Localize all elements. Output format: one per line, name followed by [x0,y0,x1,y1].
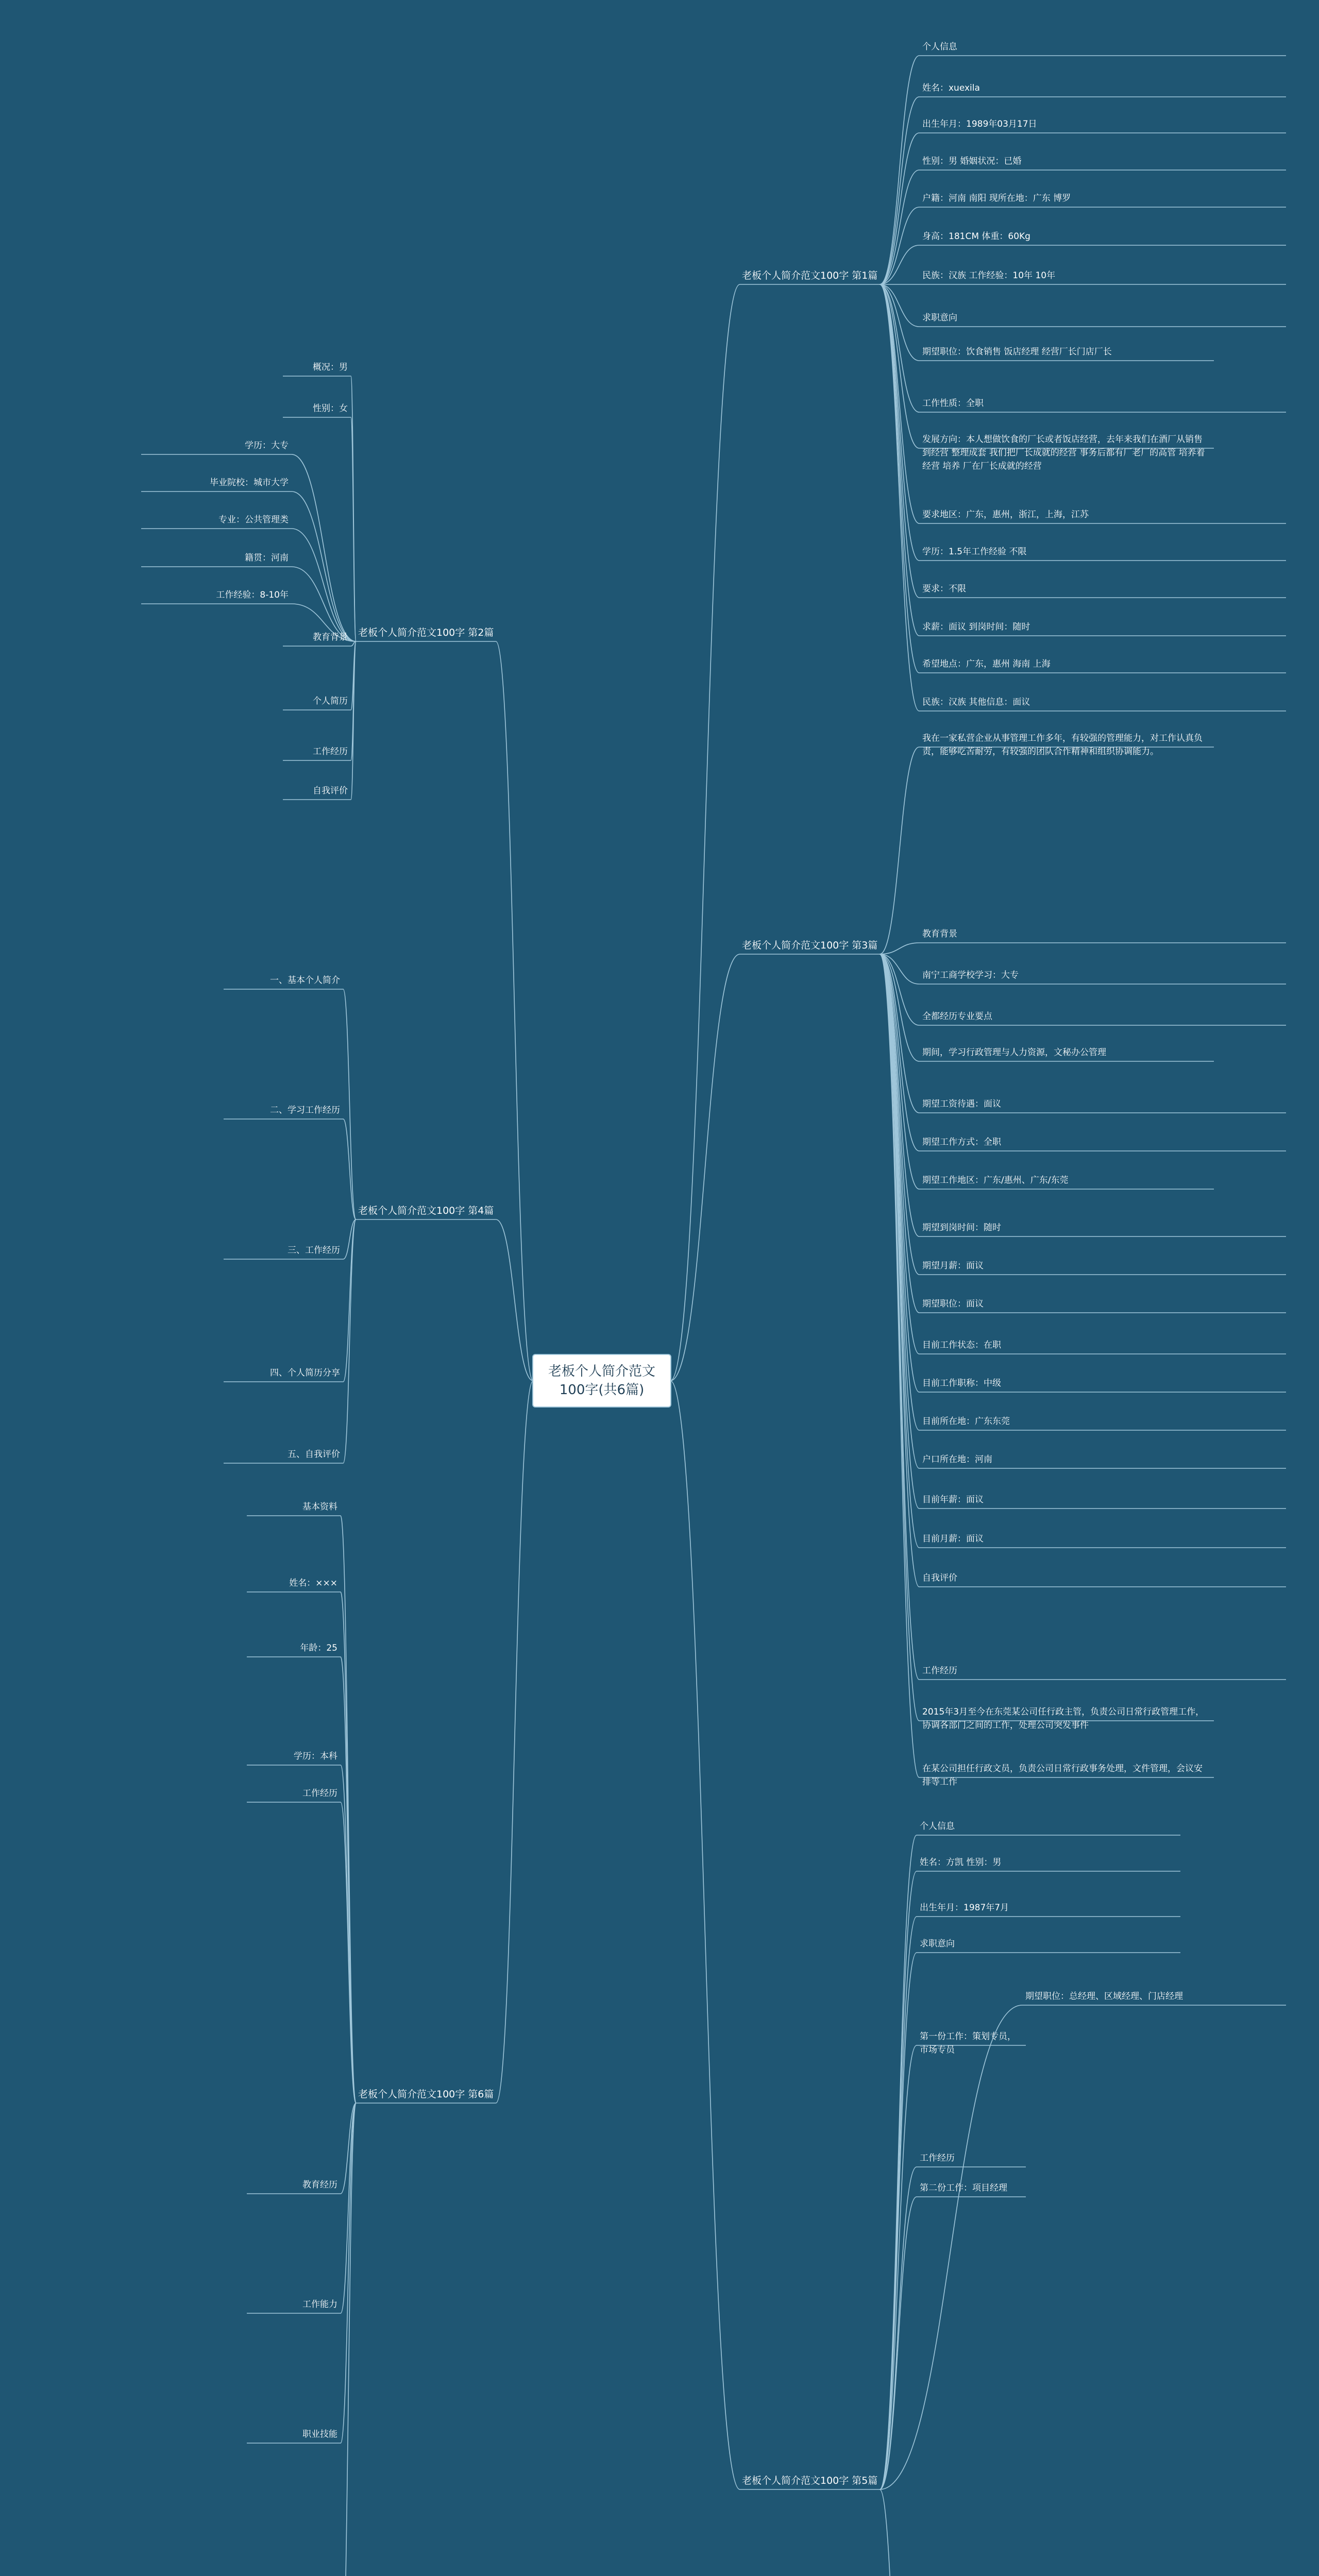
connector-line [343,989,356,1219]
branch-child[interactable]: 2015年3月至今在东莞某公司任行政主管，负责公司日常行政管理工作，协调各部门之间的工作，处理公司突发事件 [922,1707,1205,1731]
connector-line [670,284,740,1381]
branch-title[interactable]: 老板个人简介范文100字 第1篇 [742,270,878,281]
branch-child[interactable]: 籍贯：河南 [245,553,289,563]
branch-title[interactable]: 老板个人简介范文100字 第6篇 [358,2089,494,2100]
connector-line [341,2103,356,2576]
connector-line [292,454,356,641]
branch-child[interactable]: 期间，学习行政管理与人力资源，文秘办公管理 [922,1047,1106,1058]
root-topic[interactable]: 老板个人简介范文100字(共6篇) [533,1355,670,1406]
branch-child[interactable]: 目前工作职称：中级 [922,1378,1001,1388]
branch-child[interactable]: 期望职位：饮食销售 饭店经理 经营厂长门店厂长 [922,347,1112,357]
connector-line [880,1871,917,2489]
branch-child[interactable]: 期望工作地区：广东/惠州、广东/东莞 [922,1175,1069,1185]
branch-child[interactable]: 要求：不限 [922,584,966,594]
connector-line [880,2489,917,2576]
branch-child[interactable]: 工作性质：全职 [922,398,984,409]
branch-child[interactable]: 职业技能 [302,2429,337,2439]
branch-child[interactable]: 年龄：25 [300,1643,337,1653]
branch-child[interactable]: 性别：女 [313,403,348,414]
connector-line [670,954,740,1381]
branch-child[interactable]: 个人简历 [313,696,348,706]
branch-child[interactable]: 姓名：××× [289,1578,337,1588]
branch-child[interactable]: 在某公司担任行政文员，负责公司日常行政事务处理，文件管理，会议安排等工作 [922,1764,1203,1787]
branch-child[interactable]: 第一份工作：策划专员，市场专员 [920,2031,1016,2055]
branch-child[interactable]: 三、工作经历 [288,1245,340,1256]
branch-child[interactable]: 出生年月：1987年7月 [920,1903,1009,1913]
branch-child[interactable]: 工作经历 [922,1666,957,1676]
branch-child[interactable]: 第二份工作：项目经理 [920,2183,1007,2193]
branch-child[interactable]: 个人信息 [922,42,957,52]
connector-line [343,1219,356,1463]
branch-child[interactable]: 期望工作方式：全职 [922,1137,1001,1147]
branch-title[interactable]: 老板个人简介范文100字 第3篇 [742,940,878,951]
branch-child[interactable]: 身高：181CM 体重：60Kg [922,231,1030,242]
connector-line [880,2045,917,2489]
branch-child[interactable]: 目前月薪：面议 [922,1534,984,1544]
branch-child[interactable]: 专业：公共管理类 [218,515,289,525]
branch-child[interactable]: 求职意向 [922,313,957,323]
connector-line [880,1953,917,2489]
branch-child[interactable]: 五、自我评价 [288,1449,340,1460]
branch-title[interactable]: 老板个人简介范文100字 第2篇 [358,627,494,638]
connector-line [292,492,356,641]
branch-child[interactable]: 自我评价 [313,786,348,796]
connector-line [880,954,919,1354]
branch-child[interactable]: 概况：男 [313,362,348,372]
branch-child[interactable]: 教育背景 [922,929,957,939]
branch-child[interactable]: 工作经验：8-10年 [216,590,289,600]
connector-line [880,943,919,954]
connector-line [880,284,919,673]
branch-child[interactable]: 学历：1.5年工作经验 不限 [922,547,1027,557]
connector-line [880,954,919,1509]
connector-line [496,641,533,1381]
connector-line [351,417,356,641]
branch-child[interactable]: 一、基本个人简介 [270,975,340,986]
branch-title[interactable]: 老板个人简介范文100字 第5篇 [742,2475,878,2486]
branch-child[interactable]: 期望职位：面议 [922,1299,984,1309]
connector-line [880,1835,917,2489]
connector-line [496,1381,533,2103]
branch-child[interactable]: 二、学习工作经历 [270,1105,340,1115]
branch-child[interactable]: 出生年月：1989年03月17日 [922,119,1037,129]
connector-line [880,97,919,284]
connector-line [880,1917,917,2489]
connector-line [880,747,919,954]
branch-child[interactable]: 教育经历 [302,2180,337,2190]
connector-line [343,1119,356,1219]
branch-child[interactable]: 期望到岗时间：随时 [922,1223,1001,1233]
branch-child[interactable]: 户口所在地：河南 [922,1454,992,1465]
connector-line [351,641,356,800]
branch-child[interactable]: 南宁工商学校学习：大专 [922,970,1019,980]
connector-line [670,1381,740,2489]
branch-child[interactable]: 要求地区：广东，惠州，浙江，上海，江苏 [922,510,1089,520]
branch-child[interactable]: 发展方向：本人想做饮食的厂长或者饭店经营，去年来我们在酒厂从销售到经营 整理成套 我们把厂长成就的经营 事务后都有厂老厂的高管 培养着 经营 培养 厂在厂长成就的经营 [922,434,1205,471]
connector-line [341,1516,356,2103]
branch-child[interactable]: 目前年薪：面议 [922,1495,984,1505]
branch-child[interactable]: 期望月薪：面议 [922,1261,984,1271]
branch-child[interactable]: 毕业院校：城市大学 [210,478,289,488]
branch-child[interactable]: 工作能力 [302,2299,337,2310]
branch-child[interactable]: 工作经历 [920,2153,955,2163]
branch-child[interactable]: 工作经历 [313,747,348,757]
branch-child[interactable]: 户籍：河南 南阳 现所在地：广东 博罗 [922,193,1071,204]
branch-child[interactable]: 民族：汉族 其他信息：面议 [922,697,1030,707]
branch-child[interactable]: 姓名：xuexila [922,83,980,93]
branch-child[interactable]: 期望职位：总经理、区域经理、门店经理 [1025,1991,1183,2002]
connector-line [880,284,919,561]
connector-line [880,284,919,523]
branch-child[interactable]: 学历：本科 [294,1751,337,1761]
branch-child[interactable]: 求职意向 [920,1939,955,1949]
branch-child[interactable]: 民族：汉族 工作经验：10年 10年 [922,270,1056,281]
branch-child[interactable]: 性别：男 婚姻状况：已婚 [922,156,1022,166]
branch-child[interactable]: 目前工作状态：在职 [922,1340,1001,1350]
connector-line [880,133,919,284]
connector-line [341,1657,356,2103]
branch-child[interactable]: 我在一家私营企业从事管理工作多年，有较强的管理能力，对工作认真负责，能够吃苦耐劳，有较强的团队合作精神和组织协调能力。 [922,733,1203,757]
branch-child[interactable]: 希望地点：广东，惠州 海南 上海 [922,659,1051,669]
branch-child[interactable]: 期望工资待遇：面议 [922,1099,1001,1109]
connector-line [880,284,919,412]
branch-child[interactable]: 求薪：面议 到岗时间：随时 [922,622,1030,632]
branch-child[interactable]: 学历：大专 [245,440,289,451]
branch-child[interactable]: 个人信息 [920,1821,955,1832]
branch-child[interactable]: 教育背景 [313,632,348,642]
connector-line [880,284,919,636]
connector-line [880,954,919,1548]
connector-line [343,1219,356,1382]
connector-line [880,954,919,1680]
branch-child[interactable]: 工作经历 [302,1788,337,1799]
branch-child[interactable]: 自我评价 [922,1573,957,1583]
connector-line [880,207,919,284]
branch-child[interactable]: 基本资料 [302,1502,337,1512]
connector-line [880,56,919,284]
branch-child[interactable]: 目前所在地：广东东莞 [922,1416,1010,1427]
branch-child[interactable]: 姓名：方凯 性别：男 [920,1857,1002,1868]
branch-child[interactable]: 四、个人简历分享 [270,1368,340,1378]
connector-line [341,1592,356,2103]
branch-title[interactable]: 老板个人简介范文100字 第4篇 [358,1205,494,1216]
connector-line [880,2197,917,2489]
branch-child[interactable]: 全都经历专业要点 [922,1011,992,1022]
